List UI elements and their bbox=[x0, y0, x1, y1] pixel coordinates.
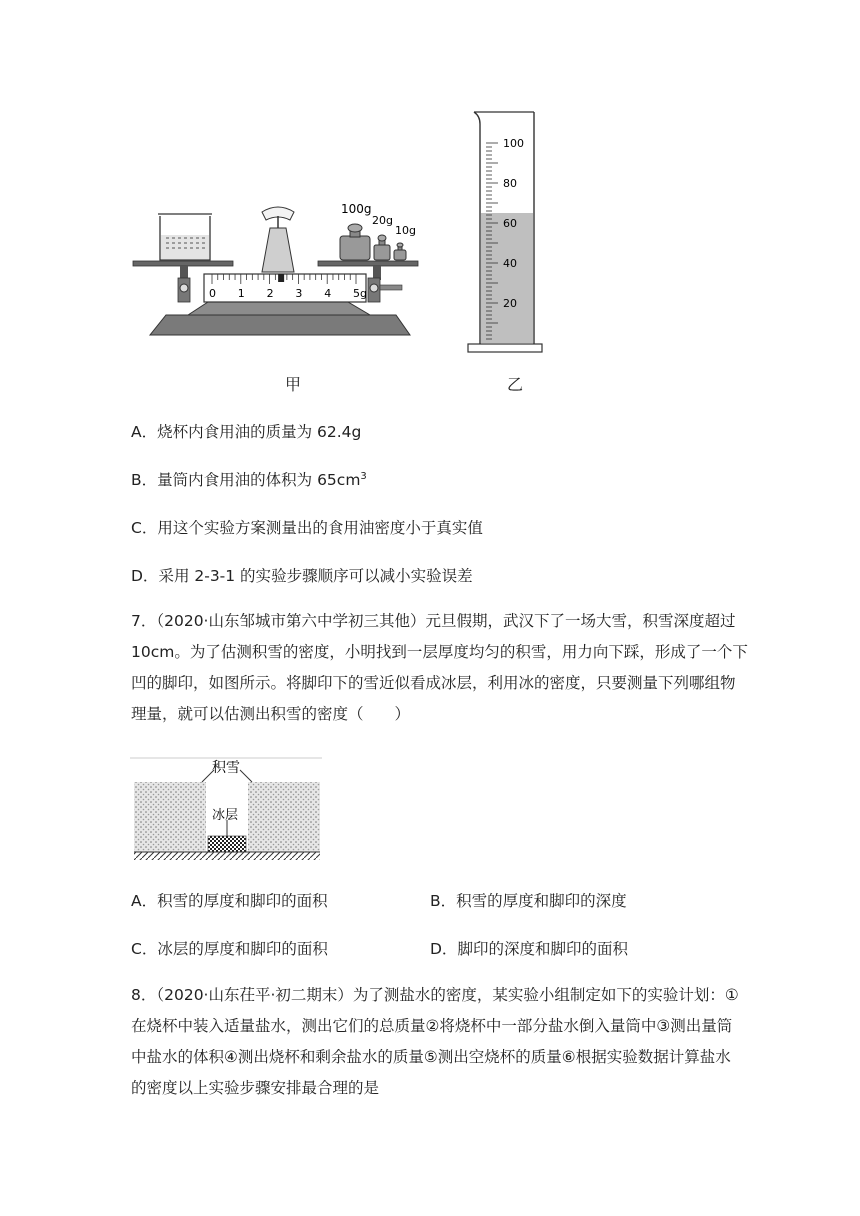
option-text: 冰层的厚度和脚印的面积 bbox=[157, 940, 328, 958]
q6-option-a[interactable] bbox=[131, 420, 361, 442]
option-letter: B． bbox=[131, 471, 158, 489]
balance-figure bbox=[128, 190, 428, 350]
cylinder-tick-label: 20 bbox=[503, 297, 517, 310]
q8-stem bbox=[131, 980, 821, 1104]
ice-label: 冰层 bbox=[212, 808, 239, 823]
q7-line: 10cm。为了估测积雪的密度，小明找到一层厚度均匀的积雪，用力向下踩，形成了一个下 bbox=[131, 643, 748, 661]
scale-tick-label: 0 bbox=[209, 287, 216, 300]
q8-line: 在烧杯中装入适量盐水，测出它们的总质量②将烧杯中一部分盐水倒入量筒中③测出量筒 bbox=[131, 1017, 733, 1035]
option-text: 积雪的厚度和脚印的面积 bbox=[157, 892, 328, 910]
weight-label-10g: 10g bbox=[395, 224, 416, 237]
q7-line: 理量，就可以估测出积雪的密度（ ） bbox=[131, 705, 411, 723]
option-letter: B． bbox=[430, 892, 457, 910]
q7-option-b[interactable] bbox=[430, 889, 627, 911]
q6-option-b[interactable] bbox=[131, 468, 367, 490]
q8-line: 8．（2020·山东茌平·初二期末）为了测盐水的密度，某实验小组制定如下的实验计划：① bbox=[131, 986, 739, 1004]
option-text: 采用 2-3-1 的实验步骤顺序可以减小实验误差 bbox=[158, 567, 473, 585]
option-letter: D． bbox=[430, 940, 458, 958]
caption-yi: 乙 bbox=[507, 375, 524, 394]
snow-figure bbox=[130, 756, 326, 866]
option-letter: A． bbox=[131, 892, 158, 910]
rider bbox=[278, 274, 284, 282]
option-text: 烧杯内食用油的质量为 62.4g bbox=[157, 423, 362, 441]
q7-option-d[interactable] bbox=[430, 937, 628, 959]
superscript-3: 3 bbox=[360, 470, 367, 482]
q7-stem bbox=[131, 606, 821, 730]
cylinder-tick-label: 80 bbox=[503, 177, 517, 190]
scale-tick-label: 4 bbox=[324, 287, 332, 300]
q8-line: 的密度以上实验步骤安排最合理的是 bbox=[131, 1079, 380, 1097]
option-text: 用这个实验方案测量出的食用油密度小于真实值 bbox=[157, 519, 483, 537]
option-text: 脚印的深度和脚印的面积 bbox=[457, 940, 628, 958]
q7-line: 凹的脚印，如图所示。将脚印下的雪近似看成冰层，利用冰的密度，只要测量下列哪组物 bbox=[131, 674, 736, 692]
weight-label-20g: 20g bbox=[372, 214, 393, 227]
weight-10g bbox=[394, 243, 406, 260]
scale-tick-label: 5g bbox=[353, 287, 367, 300]
q6-option-c[interactable] bbox=[131, 516, 483, 538]
option-letter: D． bbox=[131, 567, 159, 585]
option-letter: A． bbox=[131, 423, 158, 441]
snow-label: 积雪 bbox=[212, 760, 240, 776]
option-letter: C． bbox=[131, 519, 158, 537]
cylinder-tick-label: 60 bbox=[503, 217, 517, 230]
q7-option-a[interactable] bbox=[131, 889, 328, 911]
option-letter: C． bbox=[131, 940, 158, 958]
q7-line: 7．（2020·山东邹城市第六中学初三其他）元旦假期，武汉下了一场大雪，积雪深度超过 bbox=[131, 612, 736, 630]
scale-tick-label: 3 bbox=[295, 287, 303, 300]
caption-jia: 甲 bbox=[285, 375, 302, 394]
cylinder-tick-label: 100 bbox=[503, 137, 524, 150]
weight-label-100g: 100g bbox=[341, 202, 372, 216]
liquid-oil bbox=[481, 213, 533, 343]
option-text: 积雪的厚度和脚印的深度 bbox=[456, 892, 627, 910]
q7-option-c[interactable] bbox=[131, 937, 328, 959]
q6-option-d[interactable] bbox=[131, 564, 473, 586]
scale-tick-label: 2 bbox=[266, 287, 274, 300]
cylinder-tick-label: 40 bbox=[503, 257, 517, 270]
weight-100g bbox=[340, 224, 370, 260]
cylinder-figure bbox=[462, 108, 550, 358]
option-text: 量筒内食用油的体积为 65cm bbox=[157, 471, 361, 489]
q8-line: 中盐水的体积④测出烧杯和剩余盐水的质量⑤测出空烧杯的质量⑥根据实验数据计算盐水 bbox=[131, 1048, 731, 1066]
weight-20g bbox=[374, 235, 390, 260]
scale-tick-label: 1 bbox=[237, 287, 245, 300]
